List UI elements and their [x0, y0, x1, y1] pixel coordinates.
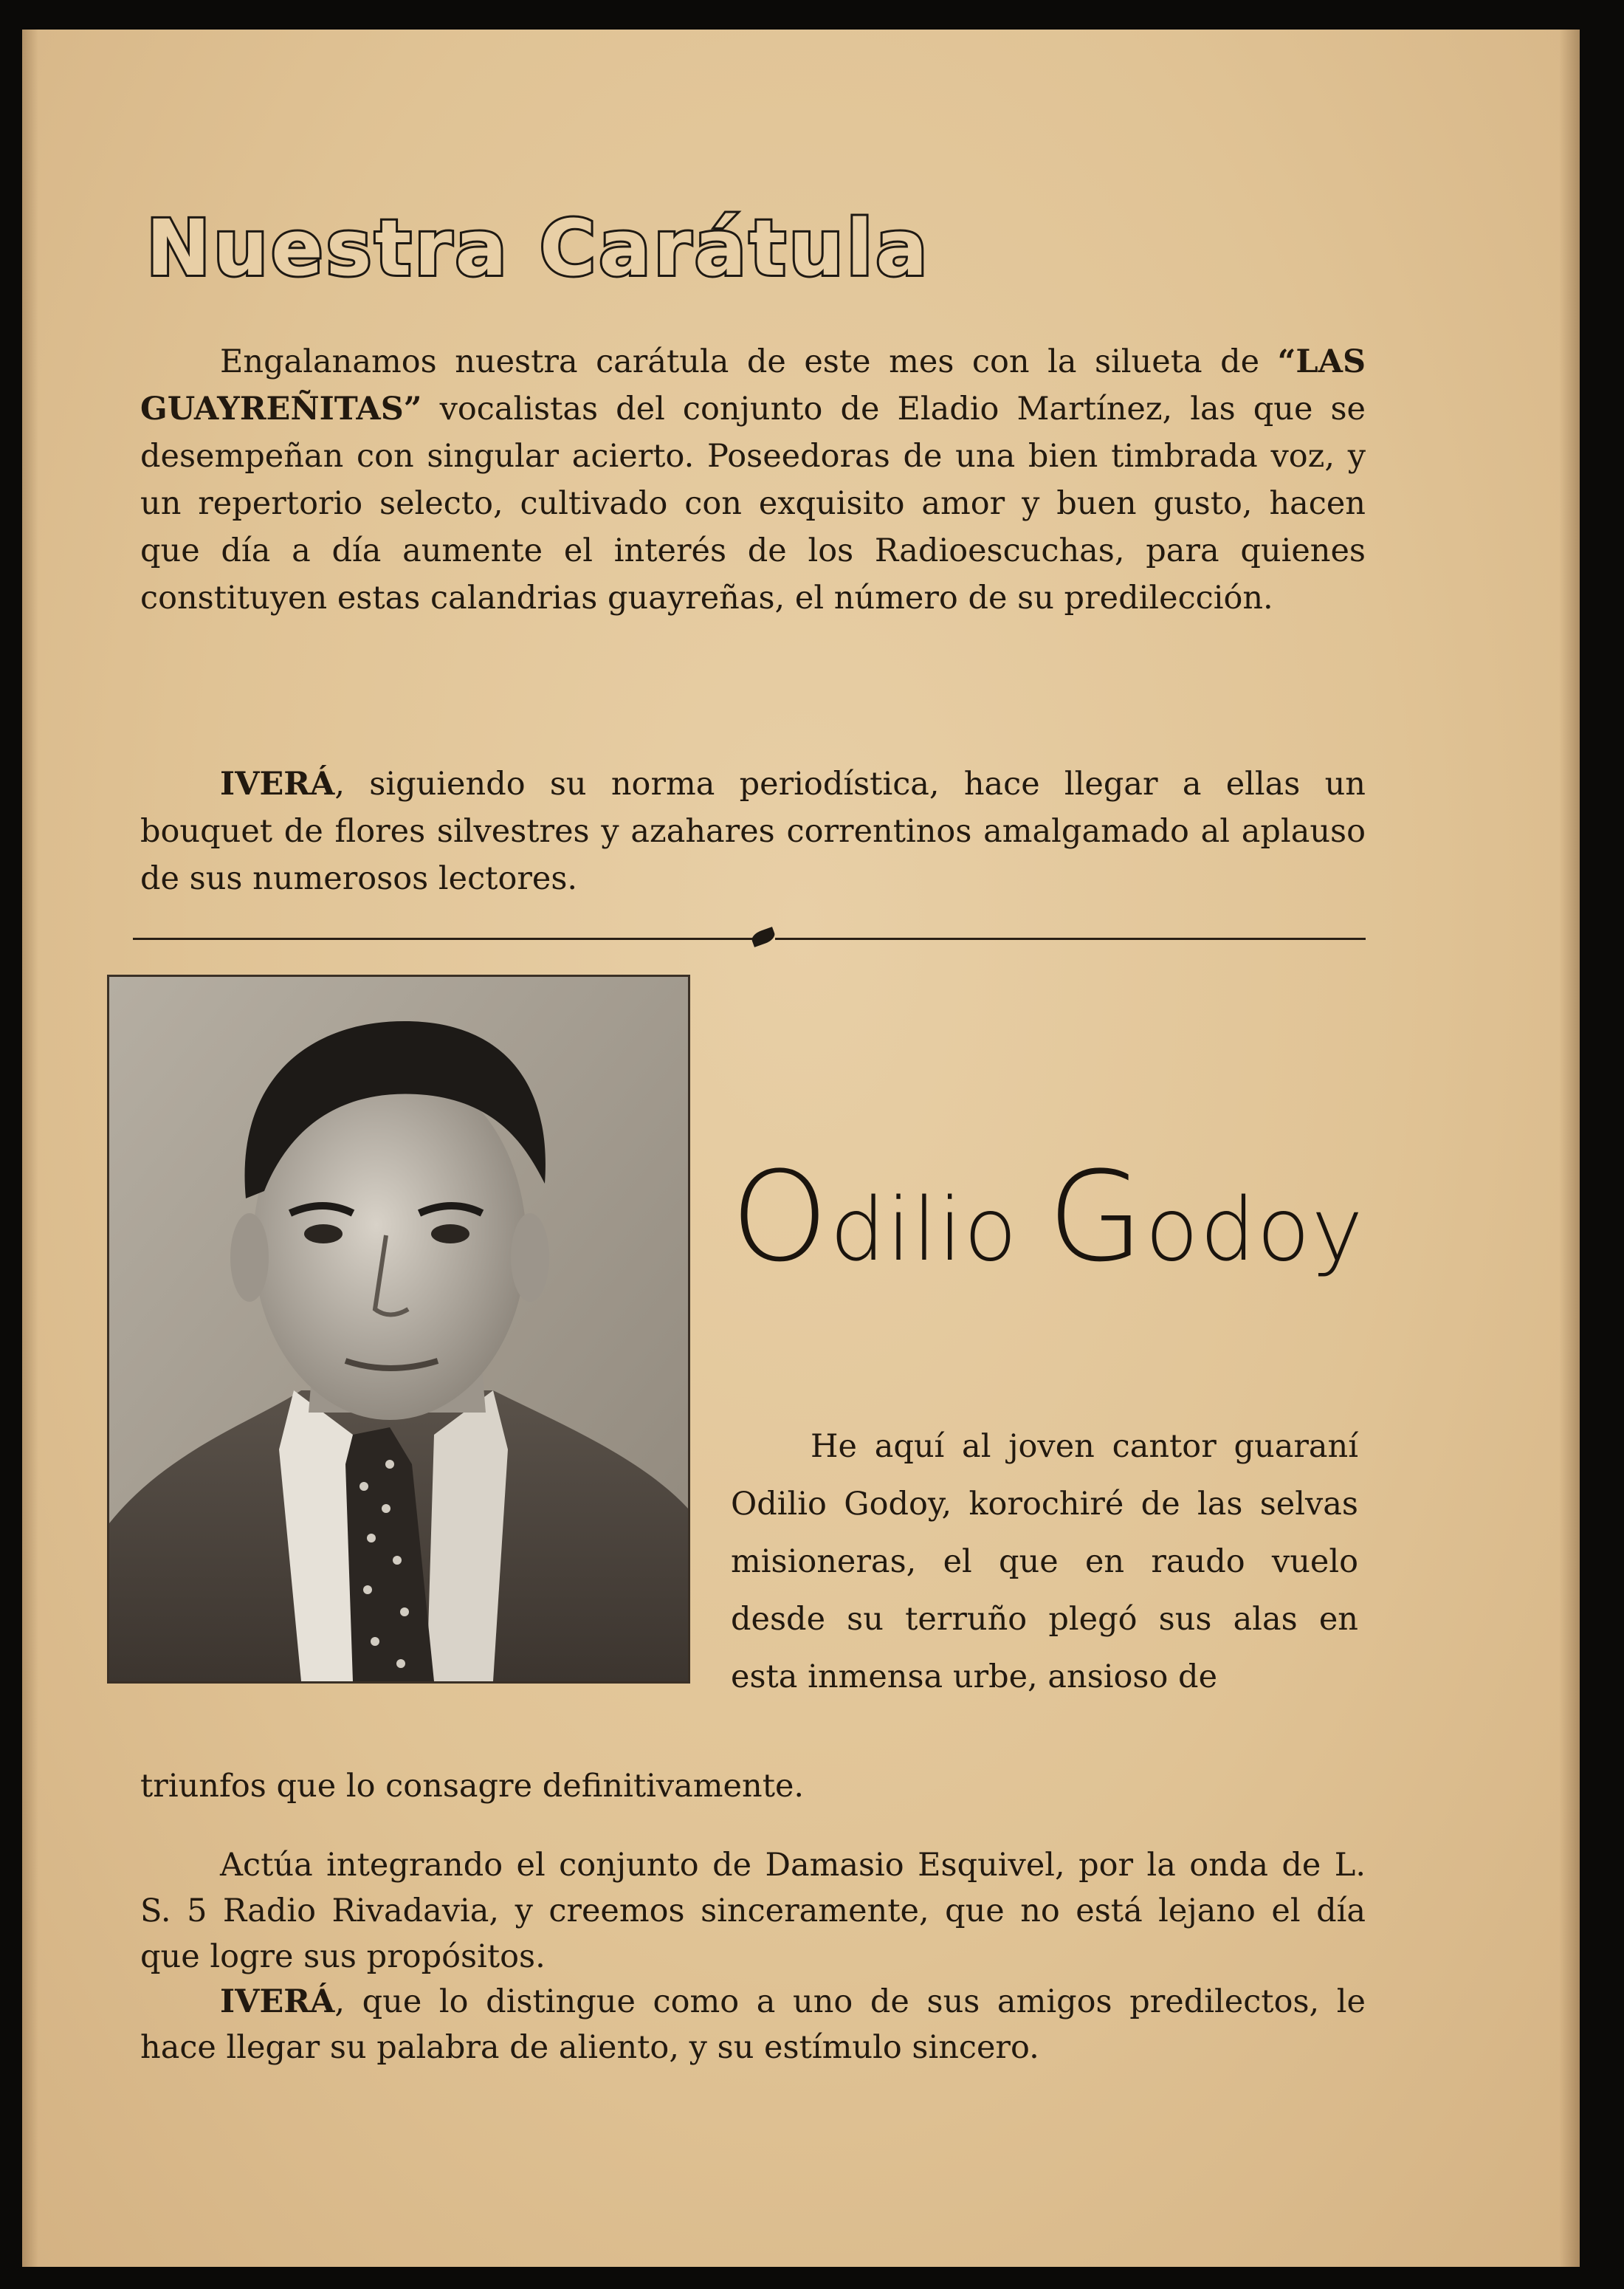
closing-text: , que lo distingue como a uno de sus amigos predilectos, le hace llegar su palabra de aliento, y su estímulo sincero. — [140, 1983, 1366, 2066]
closing-brand: IVERÁ — [220, 1983, 335, 2020]
radio-text: Actúa integrando el conjunto de Damasio Esquivel, por la onda de L. S. 5 Radio Rivadavia, y creemos sinceramente, que no está lejano el día que logre sus propósitos. — [140, 1847, 1366, 1975]
singer-intro-paragraph — [731, 1418, 1358, 1706]
singer-name-heading — [731, 1144, 1365, 1289]
divider-ornament — [750, 927, 777, 947]
divider-right — [775, 938, 1366, 940]
section-title: Nuestra Carátula — [146, 203, 931, 293]
singer-name-initial-1: O — [731, 1144, 830, 1289]
singer-name-part-2: odoy — [1145, 1178, 1365, 1280]
cover-lead-text: Engalanamos nuestra carátula de este mes con la silueta de — [220, 343, 1278, 380]
closing-paragraph — [140, 1979, 1366, 2070]
page-right-shadow — [1559, 30, 1580, 2267]
bouquet-text: , siguiendo su norma periodística, hace llegar a ellas un bouquet de flores silvestres y azahares correntinos amalgamado al aplauso de sus numerosos lectores. — [140, 766, 1366, 897]
singer-name-initial-2: G — [1047, 1144, 1146, 1289]
cover-group-name: “LAS GUAYREÑITAS” — [140, 343, 1366, 428]
cover-rest-text: vocalistas del conjunto de Eladio Martínez, las que se desempeñan con singular acierto. Poseedoras de una bien timbrada voz, y un repertorio selecto, cultivado con exquisito amor y buen gusto, hacen que día a día aumente el interés de los Radioescuchas, para quienes constituyen estas calandrias guayreñas, el número de su predilección. — [140, 391, 1366, 617]
singer-portrait-photo — [107, 975, 690, 1684]
cover-description-paragraph — [140, 338, 1366, 622]
bouquet-paragraph — [140, 761, 1366, 902]
radio-paragraph — [140, 1842, 1366, 1980]
portrait-illustration — [109, 977, 688, 1681]
divider-left — [133, 938, 760, 940]
singer-intro-tail: triunfos que lo consagre definitivamente. — [140, 1768, 805, 1805]
page-left-shadow — [22, 30, 38, 2267]
singer-intro-text: He aquí al joven cantor guaraní Odilio Godoy, korochiré de las selvas misioneras, el que en raudo vuelo desde su terruño plegó sus alas en esta inmensa urbe, ansioso de — [731, 1428, 1358, 1695]
singer-name-part-1: dilio — [830, 1178, 1048, 1280]
bouquet-brand: IVERÁ — [220, 766, 335, 803]
magazine-page — [22, 30, 1580, 2267]
